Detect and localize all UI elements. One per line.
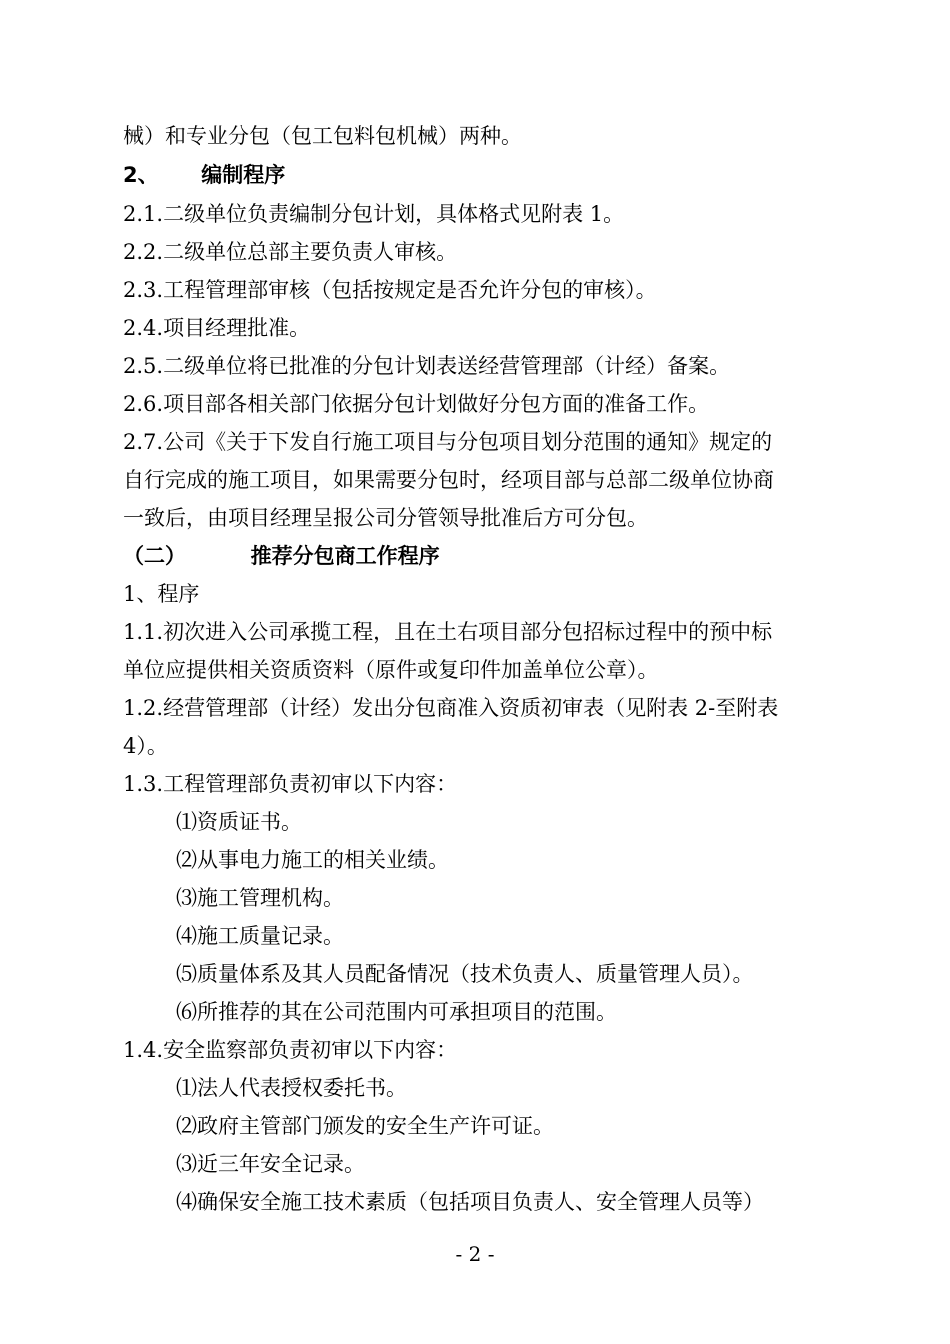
heading-number: 2、 [123, 163, 159, 187]
body-text-line: 自行完成的施工项目，如果需要分包时，经项目部与总部二级单位协商 [123, 468, 774, 492]
list-item: ⑷确保安全施工技术素质（包括项目负责人、安全管理人员等） [176, 1190, 764, 1214]
heading-number: （二） [123, 544, 186, 568]
page-number: - 2 - [455, 1242, 495, 1266]
body-text-line: 2.2.二级单位总部主要负责人审核。 [123, 240, 458, 264]
body-text-line: 2.7.公司《关于下发自行施工项目与分包项目划分范围的通知》规定的 [123, 430, 773, 454]
list-item: ⑵从事电力施工的相关业绩。 [176, 848, 449, 872]
list-item: ⑶施工管理机构。 [176, 886, 344, 910]
body-text-line: 4）。 [123, 734, 168, 758]
body-text-line: 1、程序 [123, 582, 200, 606]
section-heading [123, 161, 285, 189]
body-text-line: 1.1.初次进入公司承揽工程，且在土右项目部分包招标过程中的预中标 [123, 620, 773, 644]
list-item: ⑷施工质量记录。 [176, 924, 344, 948]
body-text-line: 械）和专业分包（包工包料包机械）两种。 [123, 124, 522, 148]
list-item: ⑴法人代表授权委托书。 [176, 1076, 407, 1100]
body-text-line: 一致后，由项目经理呈报公司分管领导批准后方可分包。 [123, 506, 648, 530]
heading-title: 推荐分包商工作程序 [250, 544, 440, 568]
list-item: ⑶近三年安全记录。 [176, 1152, 365, 1176]
body-text-line: 2.4.项目经理批准。 [123, 316, 311, 340]
body-text-line: 2.1.二级单位负责编制分包计划，具体格式见附表 1。 [123, 202, 625, 226]
list-item: ⑸质量体系及其人员配备情况（技术负责人、质量管理人员）。 [176, 962, 754, 986]
body-text-line: 2.5.二级单位将已批准的分包计划表送经营管理部（计经）备案。 [123, 354, 731, 378]
section-heading [123, 542, 440, 570]
list-item: ⑴资质证书。 [176, 810, 302, 834]
body-text-line: 2.3.工程管理部审核（包括按规定是否允许分包的审核）。 [123, 278, 657, 302]
body-text-line: 1.2.经营管理部（计经）发出分包商准入资质初审表（见附表 2-至附表 [123, 696, 779, 720]
body-text-line: 1.4.安全监察部负责初审以下内容： [123, 1038, 458, 1062]
body-text-line: 1.3.工程管理部负责初审以下内容： [123, 772, 458, 796]
list-item: ⑵政府主管部门颁发的安全生产许可证。 [176, 1114, 554, 1138]
heading-title: 编制程序 [201, 163, 286, 187]
body-text-line: 2.6.项目部各相关部门依据分包计划做好分包方面的准备工作。 [123, 392, 710, 416]
list-item: ⑹所推荐的其在公司范围内可承担项目的范围。 [176, 1000, 617, 1024]
body-text-line: 单位应提供相关资质资料（原件或复印件加盖单位公章）。 [123, 658, 659, 682]
